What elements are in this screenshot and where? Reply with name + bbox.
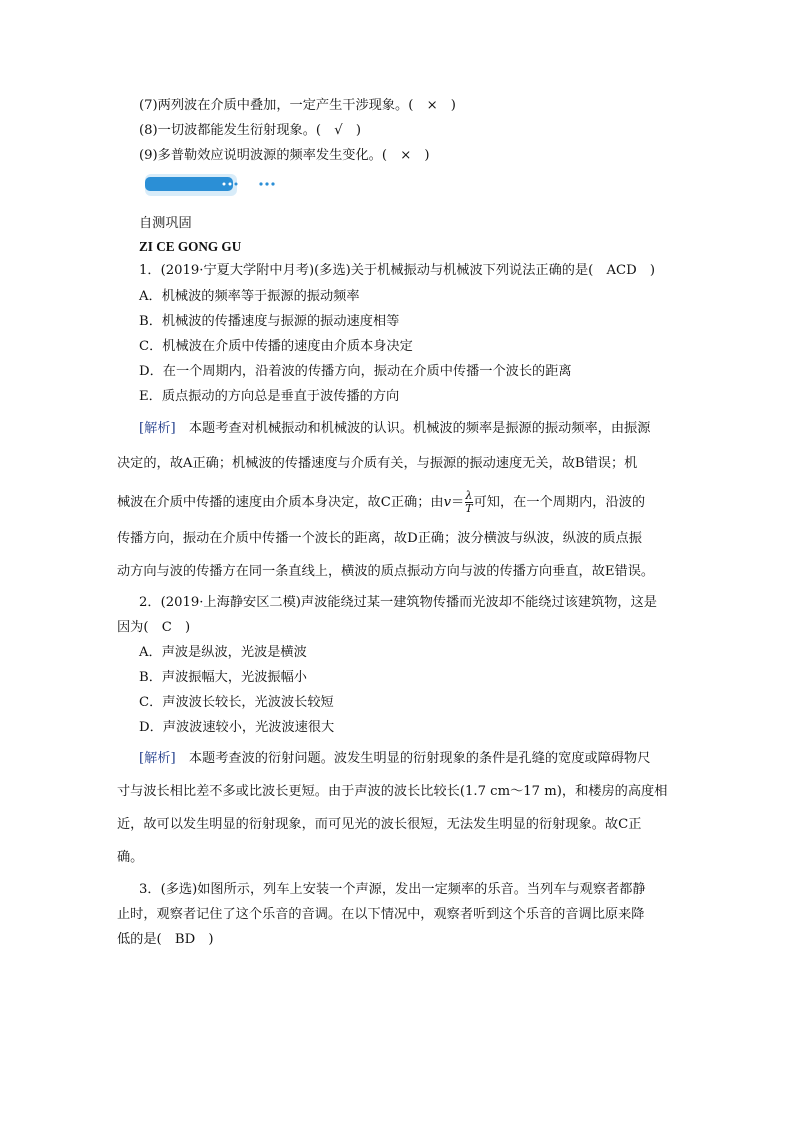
q1-analysis-line2: 决定的，故A正确；机械波的传播速度与介质有关，与振源的振动速度无关，故B错误；机 [117,456,638,471]
q1-analysis-line4: 传播方向，振动在介质中传播一个波长的距离，故D正确；波分横波与纵波，纵波的质点振 [117,531,642,546]
q1-option-e: E．质点振动的方向总是垂直于波传播的方向 [139,389,400,404]
q1-analysis-line1: [解析] 本题考查对机械振动和机械波的认识。机械波的频率是振源的振动频率，由振源 [139,421,651,436]
q3-stem-line3: 低的是( BD ) [117,932,214,947]
q2-analysis-line3: 近，故可以发生明显的衍射现象，而可见光的波长很短，无法发生明显的衍射现象。故C正 [117,817,642,832]
formula-v: v [443,495,452,510]
q1-analysis-line3: 械波在介质中传播的速度由介质本身决定，故C正确；由v＝ $\frac{\lambda}{T}$ 可知，在一个周期内，沿波的 [117,489,646,515]
analysis-label: [解析] [139,751,176,766]
judgment-8: (8)一切波都能发生衍射现象。( √ ) [139,123,361,138]
section-pinyin: ZI CE GONG GU [139,239,242,254]
q2-option-a: A．声波是纵波，光波是横波 [139,645,307,660]
q2-analysis-line2: 寸与波长相比差不多或比波长更短。由于声波的波长比较长(1.7 cm～17 m)，和楼房的高度相 [117,784,668,799]
q1-option-d: D．在一个周期内，沿着波的传播方向，振动在介质中传播一个波长的距离 [139,364,572,379]
q1-option-b: B．机械波的传播速度与振源的振动速度相等 [139,314,400,329]
q3-stem-line2: 止时，观察者记住了这个乐音的音调。在以下情况中，观察者听到这个乐音的音调比原来降 [117,907,645,922]
formula-fraction: $\frac{\lambda}{T}$ [465,489,473,515]
analysis-label: [解析] [139,421,176,436]
q1-analysis-line5: 动方向与波的传播方在同一条直线上，横波的质点振动方向与波的传播方向垂直，故E错误。 [117,564,655,579]
q1-stem: 1．(2019·宁夏大学附中月考)(多选)关于机械振动与机械波下列说法正确的是( ACD ) [139,263,656,278]
q2-stem-line2: 因为( C ) [117,620,191,635]
q2-option-b: B．声波振幅大，光波振幅小 [139,670,307,685]
q2-option-c: C．声波波长较长，光波波长较短 [139,695,334,710]
q2-analysis-line4: 确。 [117,850,144,865]
q3-stem-line1: 3．(多选)如图所示，列车上安装一个声源，发出一定频率的乐音。当列车与观察者都静 [139,882,646,897]
q1-option-a: A．机械波的频率等于振源的振动频率 [139,289,360,304]
judgment-7: (7)两列波在介质中叠加，一定产生干涉现象。( × ) [139,98,456,113]
judgment-9: (9)多普勒效应说明波源的频率发生变化。( × ) [139,148,430,163]
q2-stem-line1: 2．(2019·上海静安区二模)声波能绕过某一建筑物传播而光波却不能绕过该建筑物，这是 [139,595,657,610]
q2-analysis-line1: [解析] 本题考查波的衍射问题。波发生明显的衍射现象的条件是孔缝的宽度或障碍物尺 [139,751,651,766]
q1-option-c: C．机械波在介质中传播的速度由介质本身决定 [139,339,413,354]
section-title: 自测巩固 [139,216,192,231]
section-banner-icon [145,174,285,196]
q2-option-d: D．声波波速较小，光波波速很大 [139,720,335,735]
